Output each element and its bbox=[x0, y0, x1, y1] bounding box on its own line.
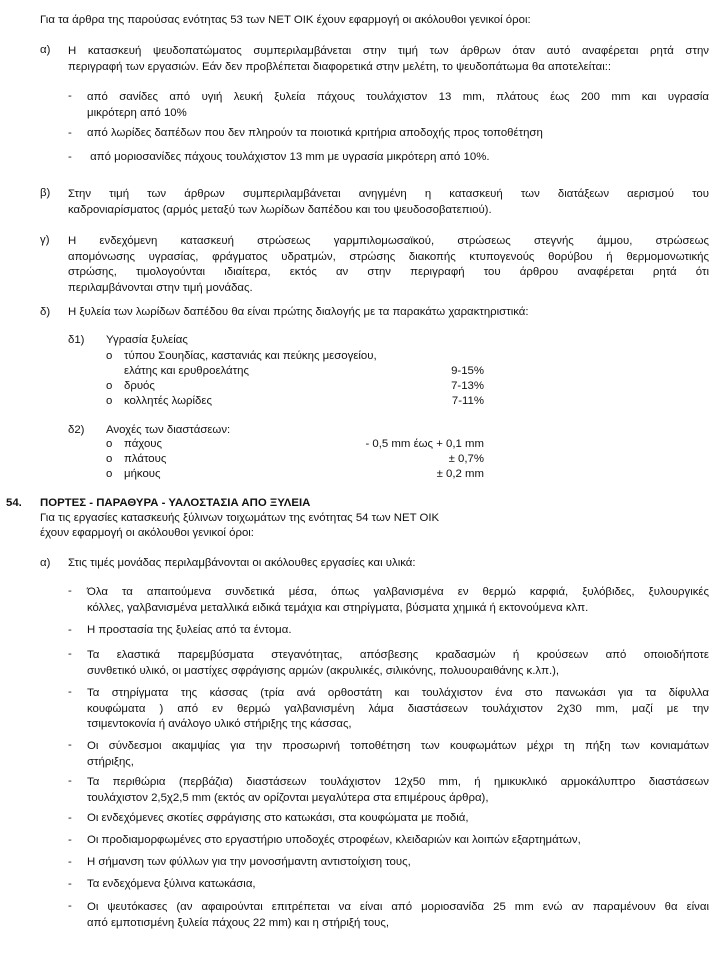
clause-b-label: β) bbox=[40, 187, 51, 199]
d2-row-2-value: ± 0,7% bbox=[448, 453, 484, 465]
s54-bullet-11 bbox=[87, 900, 709, 931]
s54-bullet-5-line-2: στήριξης, bbox=[87, 755, 134, 768]
bullet-dash: - bbox=[68, 151, 72, 163]
d2-bullet: ο bbox=[106, 438, 113, 450]
bullet-dash: - bbox=[68, 775, 72, 787]
s54-bullet-1-line-1: Όλα τα απαιτούμενα συνδετικά μέσα, όπως γαλβανισμένα εν θερμώ καρφιά, ξυλόβιδες, ξυλουργικές bbox=[87, 586, 709, 598]
bullet-dash: - bbox=[68, 739, 72, 751]
d1-bullet: ο bbox=[106, 350, 113, 362]
bullet-dash: - bbox=[68, 90, 72, 102]
s54-bullet-2: Η προστασία της ξυλείας από τα έντομα. bbox=[87, 624, 292, 636]
d1-bullet: ο bbox=[106, 395, 113, 407]
bullet-dash: - bbox=[68, 624, 72, 636]
clause-a-text bbox=[68, 44, 709, 75]
s54-bullet-5 bbox=[87, 739, 709, 770]
s54-bullet-4-line-3: τσιμεντοκονία ή ανάλογο υλικό στήριξης της κάσσας, bbox=[87, 718, 352, 730]
d2-row-2-name: πλάτους bbox=[124, 453, 167, 465]
clause-a-bullet-1-line-1: από σανίδες από υγιή λευκή ξυλεία πάχους τουλάχιστον 13 mm, πλάτους έως 200 mm και υγρασία bbox=[87, 91, 709, 103]
s54-bullet-6-line-2: τουλάχιστον 2,5χ2,5 mm (εκτός αν ορίζονται μεγαλύτερα στα επιμέρους άρθρα), bbox=[87, 791, 489, 804]
s54-bullet-3-line-2: συνθετικό υλικό, οι μαστίχες σφράγισης αρμών (ακρυλικές, σιλικόνης, πολυουραιθάνης κ.λπ.), bbox=[87, 664, 560, 677]
d2-bullet: ο bbox=[106, 453, 113, 465]
clause-a-bullet-2: από λωρίδες δαπέδων που δεν πληρούν τα ποιοτικά κριτήρια αποδοχής προς τοποθέτηση bbox=[87, 127, 543, 139]
clause-a-bullet-1 bbox=[87, 90, 709, 121]
d2-bullet: ο bbox=[106, 468, 113, 480]
s54-bullet-5-line-1: Οι σύνδεσμοι ακαμψίας για την προσωρινή τοποθέτηση των κουφωμάτων μέχρι τη πήξη των κονιαμάτων bbox=[87, 740, 709, 752]
clause-b-line-2: καδρονιαρίσματος (αρμός μεταξύ των λωρίδων δαπέδου και του ψευδοσοβατεπιού). bbox=[68, 203, 492, 216]
s54-bullet-6 bbox=[87, 775, 709, 806]
s54-bullet-4-line-2: κουφώματα ) από εν θερμώ γαλβανισμένη λάμα διαστάσεων τουλάχιστον 2χ30 mm, μαζί με την bbox=[87, 702, 709, 715]
d1-row-2-value: 9-15% bbox=[451, 365, 484, 377]
section-54-title: ΠΟΡΤΕΣ - ΠΑΡΑΘΥΡΑ - ΥΑΛΟΣΤΑΣΙΑ ΑΠΟ ΞΥΛΕΙΑ bbox=[40, 497, 311, 509]
s54-bullet-9: Η σήμανση των φύλλων για την μονοσήμαντη αντιστοίχιση τους, bbox=[87, 856, 411, 868]
bullet-dash: - bbox=[68, 648, 72, 660]
bullet-dash: - bbox=[68, 686, 72, 698]
s54-bullet-1 bbox=[87, 585, 709, 616]
clause-d-label: δ) bbox=[40, 306, 51, 318]
d1-title: Υγρασία ξυλείας bbox=[106, 334, 188, 346]
clause-c-line-3: στρώσης, τιμολογούνται ιδιαίτερα, εκτός αν στην περιγραφή του άρθρου αναφέρεται ρητά ότι bbox=[68, 266, 709, 278]
d1-label: δ1) bbox=[68, 334, 85, 346]
s54-bullet-11-line-2: από εμποτισμένη ξυλεία πάχους 22 mm) και η στήριξή τους, bbox=[87, 916, 390, 929]
bullet-dash: - bbox=[68, 812, 72, 824]
bullet-dash: - bbox=[68, 127, 72, 139]
s54-bullet-6-line-1: Τα περιθώρια (περβάζια) διαστάσεων τουλάχιστον 12χ50 mm, ή ημικυκλικό αρμοκάλυπτρο διαστάσεων bbox=[87, 776, 709, 788]
d1-bullet: ο bbox=[106, 380, 113, 392]
bullet-dash: - bbox=[68, 585, 72, 597]
d1-row-4-value: 7-11% bbox=[451, 395, 484, 407]
d1-row-2-name: ελάτης και ερυθροελάτης bbox=[124, 365, 249, 377]
section-54-intro-line-2: έχουν εφαρμογή οι ακόλουθοι γενικοί όροι: bbox=[40, 527, 254, 539]
d1-row-4-name: κολλητές λωρίδες bbox=[124, 395, 212, 407]
clause-a-line-2: περιγραφή των εργασιών. Εάν δεν προβλέπεται διαφορετικά στην μελέτη, το ψευδοπάτωμα θα αποτελείται:: bbox=[68, 60, 612, 73]
clause-c-line-1: Η ενδεχόμενη κατασκευή στρώσεως γαρμπιλομωσαϊκού, στρώσεως στεγνής άμμου, στρώσεως bbox=[68, 235, 709, 247]
clause-c-line-2: απομόνωσης υγρασίας, φράγματος υδρατμών, στρώσης διακοπής κτυπογενούς θορύβου ή θερμομονωτικής bbox=[68, 250, 709, 263]
section-54-intro-line-1: Για τις εργασίες κατασκευής ξύλινων τοιχωμάτων της ενότητας 54 των ΝΕΤ ΟΙΚ bbox=[40, 512, 440, 524]
clause-a-line-1: Η κατασκευή ψευδοπατώματος συμπεριλαμβάνεται στην τιμή των άρθρων όταν αυτό αναφέρεται ρητά στην bbox=[68, 45, 709, 57]
s54-bullet-7: Οι ενδεχόμενες σκοτίες σφράγισης στο κατωκάσι, στα κουφώματα με ποδιά, bbox=[87, 812, 469, 824]
d2-row-3-name: μήκους bbox=[124, 468, 161, 480]
bullet-dash: - bbox=[68, 856, 72, 868]
s54-clause-a-text: Στις τιμές μονάδας περιλαμβάνονται οι ακόλουθες εργασίες και υλικά: bbox=[68, 557, 416, 569]
bullet-dash: - bbox=[68, 834, 72, 846]
s54-bullet-3-line-1: Τα ελαστικά παρεμβύσματα στεγανότητας, απόσβεσης κραδασμών ή κρούσεων από οποιοδήποτε bbox=[87, 649, 709, 661]
s54-bullet-10: Τα ενδεχόμενα ξύλινα κατωκάσια, bbox=[87, 878, 256, 890]
intro-text: Για τα άρθρα της παρούσας ενότητας 53 των ΝΕΤ ΟΙΚ έχουν εφαρμογή οι ακόλουθοι γενικοί όροι: bbox=[40, 14, 531, 26]
clause-b-line-1: Στην τιμή των άρθρων συμπεριλαμβάνεται ανηγμένη η κατασκευή των διατάξεων αερισμού του bbox=[68, 188, 709, 200]
bullet-dash: - bbox=[68, 878, 72, 890]
clause-a-label: α) bbox=[40, 44, 51, 56]
section-54-number: 54. bbox=[6, 497, 22, 509]
d1-row-1-name: τύπου Σουηδίας, καστανιάς και πεύκης μεσογείου, bbox=[124, 350, 377, 362]
s54-bullet-8: Οι προδιαμορφωμένες στο εργαστήριο υποδοχές στροφέων, κλειδαριών και λοιπών εξαρτημάτων, bbox=[87, 834, 581, 846]
clause-b-text bbox=[68, 187, 709, 218]
clause-c-label: γ) bbox=[40, 234, 50, 246]
s54-bullet-4-line-1: Τα στηρίγματα της κάσσας (τρία ανά ορθοστάτη και τουλάχιστον ένα στο πανωκάσι για τα δίφυλλα bbox=[87, 687, 709, 699]
clause-c-line-4: περιλαμβάνονται στην τιμή μονάδας. bbox=[68, 281, 253, 294]
d1-row-3-value: 7-13% bbox=[451, 380, 484, 392]
s54-clause-a-label: α) bbox=[40, 557, 51, 569]
clause-d-text: Η ξυλεία των λωρίδων δαπέδου θα είναι πρώτης διαλογής με τα παρακάτω χαρακτηριστικά: bbox=[68, 306, 529, 318]
d2-row-1-value: - 0,5 mm έως + 0,1 mm bbox=[365, 438, 484, 450]
s54-bullet-3 bbox=[87, 648, 709, 679]
clause-c-text bbox=[68, 234, 709, 296]
clause-a-bullet-1-line-2: μικρότερη από 10% bbox=[87, 106, 187, 119]
clause-a-bullet-3: από μοριοσανίδες πάχους τουλάχιστον 13 mm με υγρασία μικρότερη από 10%. bbox=[87, 151, 490, 163]
s54-bullet-4 bbox=[87, 686, 709, 733]
s54-bullet-11-line-1: Οι ψευτόκασες (αν αφαιρούνται επιτρέπεται να είναι από μοριοσανίδα 25 mm ενώ αν παραμένουν θα είναι bbox=[87, 901, 709, 913]
bullet-dash: - bbox=[68, 900, 72, 912]
d2-row-3-value: ± 0,2 mm bbox=[436, 468, 484, 480]
s54-bullet-1-line-2: κόλλες, γαλβανισμένα μεταλλικά ειδικά τεμάχια και στηρίγματα, βύσματα χημικά ή εκτονούμενα κλπ. bbox=[87, 601, 589, 614]
d2-label: δ2) bbox=[68, 424, 85, 436]
d2-title: Ανοχές των διαστάσεων: bbox=[106, 424, 231, 436]
d1-row-3-name: δρυός bbox=[124, 380, 155, 392]
d2-row-1-name: πάχους bbox=[124, 438, 163, 450]
